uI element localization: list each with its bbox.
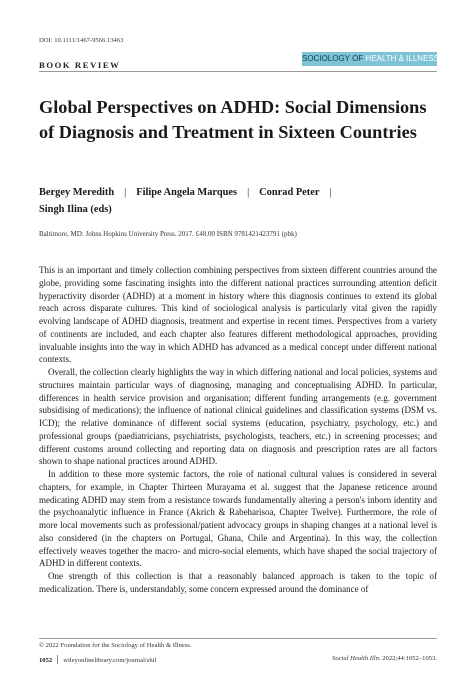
author-list: [39, 184, 449, 218]
article-title: Global Perspectives on ADHD: Social Dimensions of Diagnosis and Treatment in Sixteen Countries: [39, 97, 427, 142]
body-paragraph: Overall, the collection clearly highlights the way in which differing national and local policies, systems and structures maintain particular ways of diagnosing, managing and conceptualising ADHD. In particular, differences in health service provision and organisation; different funding arrangements (e.g. government subsidising of medications); the influence of national clinical guidelines and classification systems (DSM vs. ICD); the relative dominance of different social systems (education, psychiatry, psychology, etc.) and professional groups (paediatricians, psychiatrists, psychologists, teachers, etc.) in screening processes; and different customs around collecting and reporting data on diagnosis and prescription rates are all factors shown to shape national practices around ADHD.: [39, 367, 437, 467]
citation-details: 2022;44:1052–1053.: [380, 655, 437, 662]
journal-logo-part-2: HEALTH & ILLNESS: [365, 54, 440, 63]
journal-url-link[interactable]: wileyonlinelibrary.com/journal/shil: [63, 657, 157, 664]
article-body: [39, 264, 437, 596]
page-number: 1052: [39, 657, 53, 664]
section-divider: [39, 71, 437, 72]
author-separator: |: [247, 187, 250, 198]
author-name: Filipe Angela Marques: [136, 187, 238, 198]
copyright-notice: © 2022 Foundation for the Sociology of Health & Illness.: [39, 642, 192, 649]
body-paragraph: In addition to these more systemic factors, the role of national cultural values is considered in several chapters, for example, in Chapter Thirteen Murayama et al. suggest that the Japanese reticence around medicating ADHD may stem from a resistance towards fundamentally altering a person's inborn identity and the psychoanalytic influence in France (Akrich & Rabeharisoa, Chapter Twelve). Furthermore, the role of more local movements such as professional/patient advocacy groups in shaping changes at a national level is also considered (in the chapters on Portugal, Ghana, Chile and Argentina). In this way, the collection effectively weaves together the macro- and micro-social elements, which have shaped the social trajectory of ADHD in different contexts.: [39, 469, 437, 569]
footer-separator: [57, 655, 58, 664]
journal-logo: [302, 52, 440, 66]
body-paragraph: This is an important and timely collection combining perspectives from sixteen different countries around the globe, providing some fascinating insights into the different national practices surrounding attention deficit hyperactivity disorder (ADHD) at a moment in history where this diagnosis continues to extend its global reach across disparate cultures. This kind of sociological analysis is particularly vital given the rapidly evolving landscape of ADHD diagnosis, treatment and expertise in recent times. Perspectives from a variety of continents are included, and each chapter also features different methodological approaches, providing invaluable insights into the way in which ADHD has advanced as a medical concept under different national contexts.: [39, 265, 437, 365]
author-name: Conrad Peter: [259, 187, 320, 198]
page-footer: [39, 655, 437, 664]
citation: [332, 655, 437, 662]
author-separator: |: [329, 187, 332, 198]
section-label: BOOK REVIEW: [39, 60, 121, 70]
author-name: Singh Ilina (eds): [39, 204, 112, 215]
journal-logo-part-1: SOCIOLOGY OF: [302, 54, 366, 63]
citation-journal: Social Health Illn.: [332, 655, 381, 662]
doi-text: DOI: 10.1111/1467-9566.13463: [39, 37, 124, 44]
body-paragraph: One strength of this collection is that a reasonably balanced approach is taken to the topic of medicalization. There is, understandably, some concern expressed around the dominance of: [39, 571, 437, 594]
publication-info: Baltimore, MD: Johns Hopkins University Press. 2017. £48.00 ISBN 9781421423791 (pbk): [39, 230, 297, 238]
author-separator: |: [124, 187, 127, 198]
author-name: Bergey Meredith: [39, 187, 115, 198]
footer-divider: [39, 638, 437, 639]
